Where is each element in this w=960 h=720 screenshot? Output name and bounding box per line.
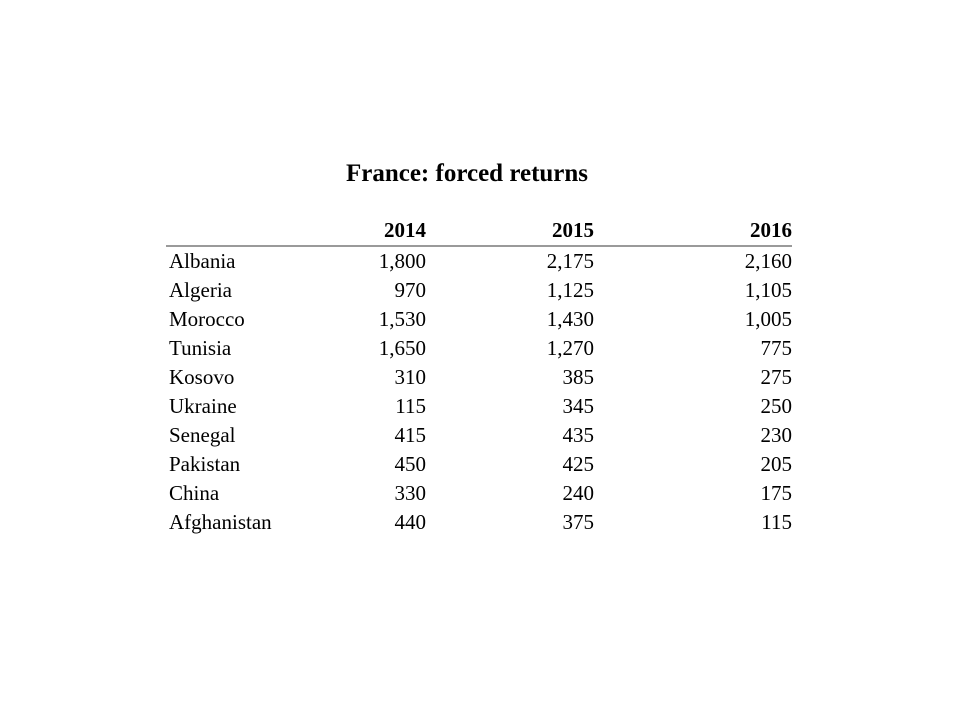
cell-value-2014: 970 — [394, 278, 426, 302]
table-row — [166, 246, 792, 276]
row-country-label: Kosovo — [169, 365, 235, 389]
table-row — [166, 305, 792, 334]
table-row — [166, 334, 792, 363]
cell-value-2016: 205 — [760, 452, 792, 476]
table-header-row — [166, 216, 792, 246]
header-year-2015: 2015 — [426, 216, 594, 246]
cell-value-2016: 275 — [760, 365, 792, 389]
cell-value-2015: 375 — [562, 510, 594, 534]
table-row — [166, 479, 792, 508]
cell-value-2014: 1,530 — [378, 307, 426, 331]
row-country-label: Morocco — [169, 307, 245, 331]
forced-returns-table-container — [166, 216, 792, 537]
table-row — [166, 450, 792, 479]
cell-value-2016: 2,160 — [744, 249, 792, 273]
cell-value-2014: 115 — [395, 394, 426, 418]
cell-value-2015: 385 — [562, 365, 594, 389]
cell-value-2016: 775 — [760, 336, 792, 360]
header-country — [166, 216, 346, 246]
cell-value-2015: 1,270 — [546, 336, 594, 360]
cell-value-2016: 175 — [760, 481, 792, 505]
table-row — [166, 363, 792, 392]
table-body — [166, 246, 792, 537]
cell-value-2015: 1,125 — [546, 278, 594, 302]
cell-value-2014: 440 — [394, 510, 426, 534]
cell-value-2016: 230 — [760, 423, 792, 447]
cell-value-2015: 345 — [562, 394, 594, 418]
cell-value-2016: 115 — [761, 510, 792, 534]
cell-value-2015: 240 — [562, 481, 594, 505]
cell-value-2014: 330 — [394, 481, 426, 505]
table-row — [166, 392, 792, 421]
cell-value-2014: 415 — [394, 423, 426, 447]
cell-value-2015: 2,175 — [546, 249, 594, 273]
cell-value-2014: 450 — [394, 452, 426, 476]
cell-value-2016: 250 — [760, 394, 792, 418]
cell-value-2015: 435 — [562, 423, 594, 447]
table-row — [166, 508, 792, 537]
row-country-label: Albania — [169, 249, 236, 273]
cell-value-2014: 1,650 — [378, 336, 426, 360]
cell-value-2015: 1,430 — [546, 307, 594, 331]
row-country-label: Ukraine — [169, 394, 237, 418]
row-country-label: China — [169, 481, 220, 505]
row-country-label: Algeria — [169, 278, 232, 302]
row-country-label: Afghanistan — [169, 510, 272, 534]
row-country-label: Tunisia — [169, 336, 232, 360]
table-title: France: forced returns — [345, 160, 589, 187]
header-year-2016: 2016 — [594, 216, 792, 246]
cell-value-2016: 1,105 — [744, 278, 792, 302]
cell-value-2014: 310 — [394, 365, 426, 389]
row-country-label: Pakistan — [169, 452, 241, 476]
header-year-2014: 2014 — [346, 216, 426, 246]
table-row — [166, 421, 792, 450]
cell-value-2016: 1,005 — [744, 307, 792, 331]
table-row — [166, 276, 792, 305]
cell-value-2015: 425 — [562, 452, 594, 476]
forced-returns-table — [166, 216, 792, 537]
row-country-label: Senegal — [169, 423, 236, 447]
cell-value-2014: 1,800 — [378, 249, 426, 273]
